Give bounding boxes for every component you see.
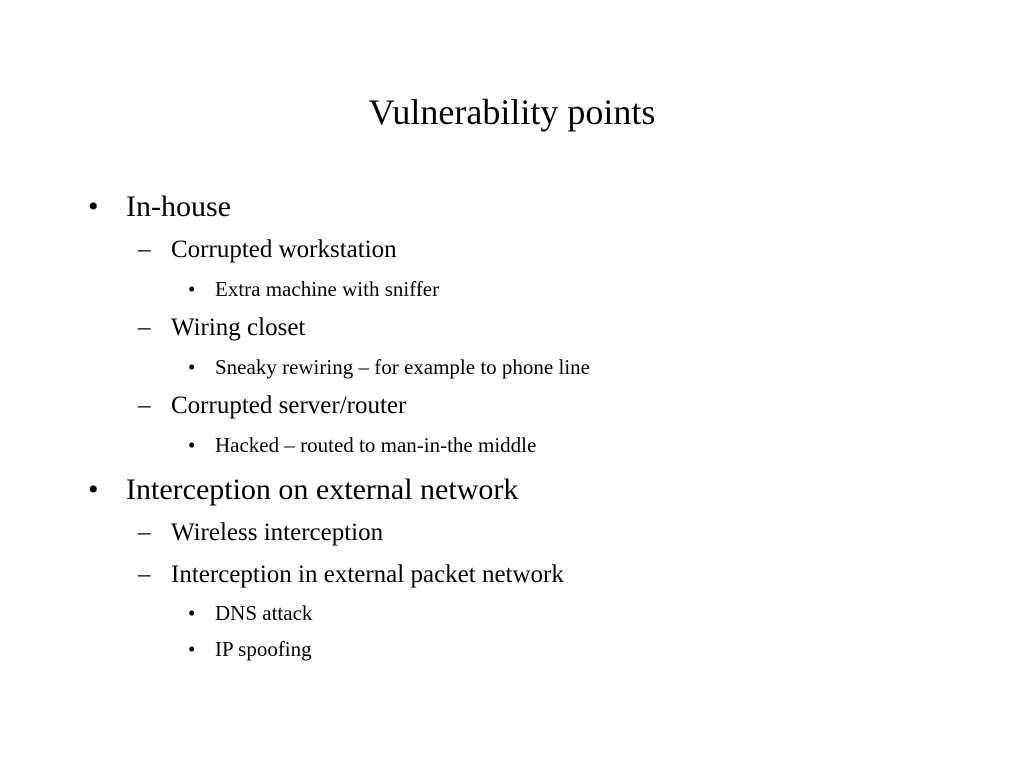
bullet-text: Wiring closet — [171, 314, 306, 341]
bullet-text: Sneaky rewiring – for example to phone line — [215, 355, 590, 379]
bullet-text: Hacked – routed to man-in-the middle — [215, 433, 537, 457]
bullet-text: Corrupted workstation — [171, 236, 397, 263]
bullet-marker: • — [188, 601, 196, 625]
bullet-marker: • — [88, 190, 99, 223]
bullet-text: Extra machine with sniffer — [215, 277, 440, 301]
bullet-marker: • — [188, 433, 196, 457]
dash-marker: – — [138, 561, 151, 588]
bullet-text: In-house — [126, 190, 231, 223]
bullet-marker: • — [188, 355, 196, 379]
bullet-marker: • — [188, 277, 196, 301]
dash-marker: – — [138, 392, 151, 419]
bullet-text: Interception in external packet network — [171, 561, 564, 588]
dash-marker: – — [138, 314, 151, 341]
bullet-text: Wireless interception — [171, 519, 384, 546]
dash-marker: – — [138, 519, 151, 546]
bullet-text: Corrupted server/router — [171, 392, 407, 419]
dash-marker: – — [138, 236, 151, 263]
bullet-text: DNS attack — [215, 601, 313, 625]
bullet-text: IP spoofing — [215, 637, 312, 661]
bullet-text: Interception on external network — [126, 473, 519, 506]
slide-title: Vulnerability points — [368, 92, 656, 132]
bullet-marker: • — [188, 637, 196, 661]
bullet-marker: • — [88, 473, 99, 506]
